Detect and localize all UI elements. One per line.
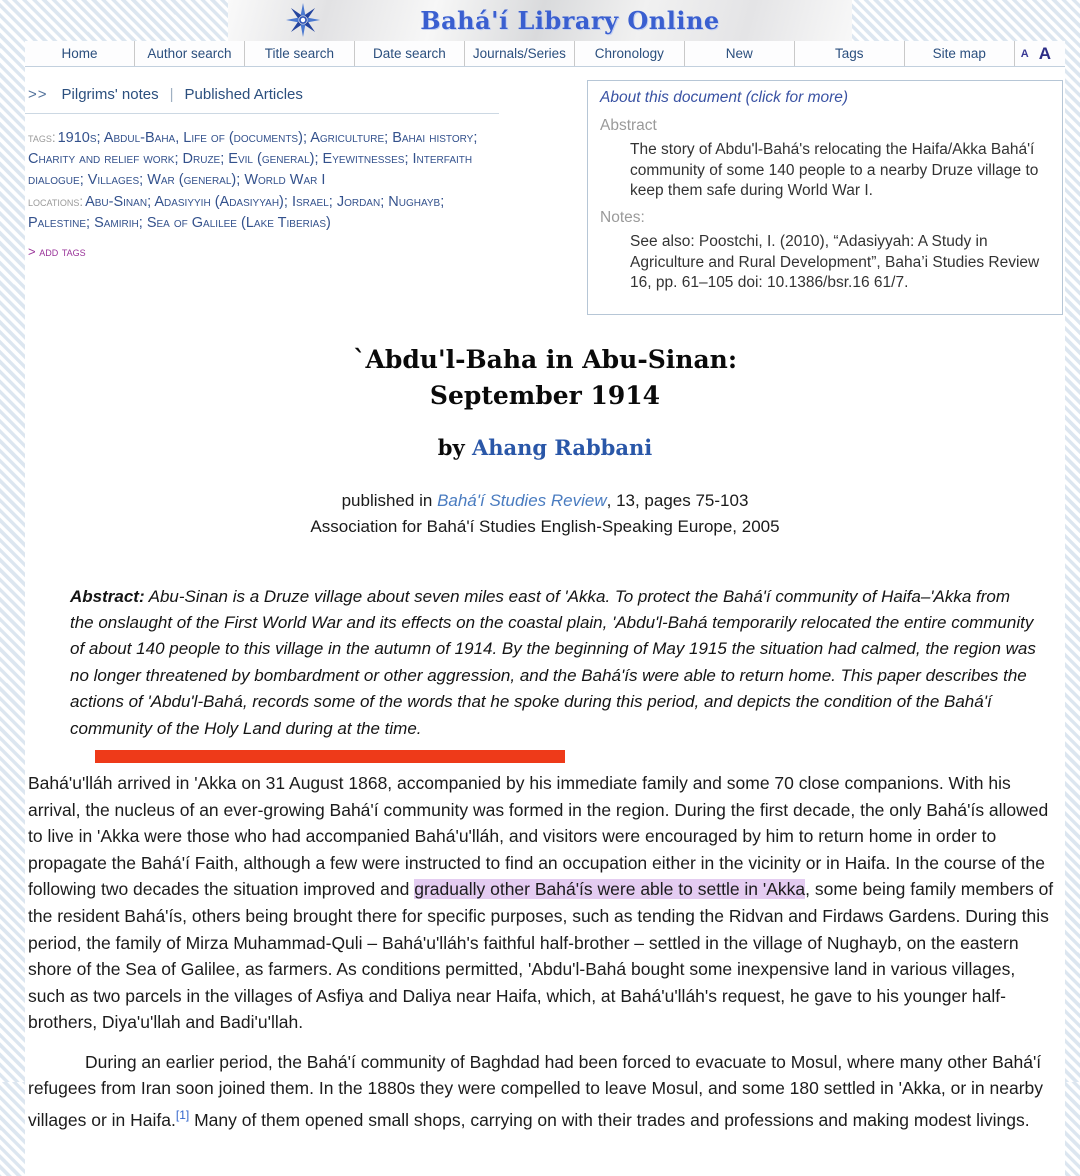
- tag-link[interactable]: Evil (general) ;: [228, 151, 322, 167]
- location-link[interactable]: Samirih ;: [94, 215, 147, 231]
- font-size-small-button[interactable]: A: [1020, 47, 1029, 60]
- location-link[interactable]: Sea of Galilee (Lake Tiberias): [146, 215, 331, 231]
- location-link[interactable]: Adasiyyih (Adasiyyah) ;: [154, 194, 292, 210]
- published-line: [25, 488, 1065, 514]
- red-highlight-bar: [95, 750, 565, 763]
- paragraph-text: Many of them opened small shops, carrying on with their trades and professions and making modest livings.: [189, 1109, 1030, 1130]
- tag-link[interactable]: Interfaith dialogue ;: [28, 151, 472, 188]
- locations-line: [28, 191, 499, 234]
- add-tags-row: [28, 241, 499, 262]
- nav-item[interactable]: Home: [61, 46, 98, 61]
- font-size-large-button[interactable]: A: [1038, 43, 1051, 63]
- tag-link[interactable]: Charity and relief work ;: [28, 151, 183, 167]
- abstract-label: Abstract: [600, 116, 657, 134]
- tag-link[interactable]: War (general) ;: [147, 172, 244, 188]
- notes-label: Notes:: [600, 208, 645, 226]
- left-column: [25, 80, 499, 262]
- location-link[interactable]: Nughayb ;: [388, 194, 444, 210]
- nav-items: [25, 41, 1014, 66]
- breadcrumb-arrows: >>: [28, 86, 48, 103]
- article-author-line: [25, 435, 1065, 460]
- publisher-line: Association for Bahá'í Studies English-Speaking Europe, 2005: [310, 516, 780, 536]
- tags-section: [25, 114, 499, 262]
- top-row: [25, 80, 1065, 315]
- nav-item[interactable]: Date search: [354, 41, 464, 66]
- tag-link[interactable]: Druze ;: [183, 151, 229, 167]
- journal-link[interactable]: Bahá'í Studies Review: [437, 490, 607, 510]
- by-label: by: [437, 434, 472, 460]
- site-title: Bahá'í Library Online: [420, 6, 720, 35]
- published-prefix: published in: [341, 490, 438, 510]
- notes-text: See also: Poostchi, I. (2010), “Adasiyyah: A Study in Agriculture and Rural Development”, Baha’i Studies Review 16, pp. 61–105 doi: 10.1386/bsr.16 61/7.: [630, 233, 1040, 291]
- site-header: [0, 0, 1080, 41]
- tag-link[interactable]: World War I: [244, 172, 326, 188]
- abstract-text: The story of Abdu'l-Bahá's relocating the Haifa/Akka Bahá'í community of some 140 people to a nearby Druze village to keep them safe during World War I.: [630, 141, 1039, 199]
- nav-item[interactable]: Tags: [794, 41, 904, 66]
- tag-link[interactable]: Bahai history ;: [392, 130, 477, 146]
- location-link[interactable]: Palestine ;: [28, 215, 94, 231]
- author-link[interactable]: Ahang Rabbani: [472, 434, 653, 460]
- locations-label: locations:: [28, 194, 84, 209]
- breadcrumb-link[interactable]: Published Articles: [184, 86, 303, 103]
- nav-item[interactable]: Author search: [134, 41, 244, 66]
- breadcrumb-link[interactable]: Pilgrims' notes |: [62, 86, 185, 103]
- nav-item[interactable]: New: [684, 41, 794, 66]
- body-paragraph-1: [28, 770, 1056, 1036]
- tags-line: [28, 127, 499, 191]
- location-link[interactable]: Abu-Sinan ;: [85, 194, 154, 210]
- navbar: [25, 41, 1065, 67]
- tag-link[interactable]: Abdul-Baha, Life of (documents) ;: [104, 130, 310, 146]
- starburst-logo-icon: [286, 3, 320, 42]
- paragraph-text: , some being family members of the resident Bahá'ís, others being brought there for specific purposes, such as tending the Ridvan and Firdaws Gardens. During this period, the family of Mirza Muhammad-Quli – Bahá'u'lláh's faithful half-brother – settled in the village of Nughayb, on the eastern shore of the Sea of Galilee, as farmers. As conditions permitted, 'Abdu'l-Bahá bought some inexpensive land in various villages, such as two parcels in the villages of Asfiya and Daliya near Haifa, which, at Bahá'u'lláh's request, he gave to his younger half-brothers, Diya'u'llah and Badi'u'llah.: [28, 879, 1054, 1033]
- article-body: [25, 763, 1065, 1134]
- text-highlight: gradually other Bahá'ís were able to settle in 'Akka: [414, 879, 806, 900]
- paragraph-text: Bahá'u'lláh arrived in 'Akka on 31 August 1868, accompanied by his immediate family and some 70 close companions. With his arrival, the nucleus of an ever-growing Bahá'í community was formed in the region. During the first decade, the only Bahá'ís allowed to live in 'Akka were those who had accompanied Bahá'u'lláh, and visitors were encouraged by him to return home in order to propagate the Bahá'í Faith, although a few were instructed to find an occupation either in the vicinity or in Haifa. In the course of the following two decades the situation improved and: [28, 772, 1049, 900]
- body-paragraph-2: [28, 1049, 1056, 1134]
- about-document-box: [587, 80, 1063, 315]
- footnote-sup: [176, 1107, 189, 1123]
- header-banner: [228, 0, 852, 41]
- font-size-controls: [1014, 41, 1065, 66]
- article-title-line1: `Abdu'l-Baha in Abu-Sinan:: [352, 344, 738, 374]
- breadcrumb: [25, 80, 499, 114]
- tag-link[interactable]: 1910s ;: [58, 130, 104, 146]
- tag-link[interactable]: Eyewitnesses ;: [323, 151, 413, 167]
- location-link[interactable]: Israel ;: [292, 194, 337, 210]
- about-document-title[interactable]: About this document (click for more): [600, 89, 849, 106]
- tag-link[interactable]: Villages ;: [88, 172, 147, 188]
- abstract-body-text: Abu-Sinan is a Druze village about seven miles east of 'Akka. To protect the Bahá'í community of Haifa–'Akka from the onslaught of the First World War and its effects on the coastal plain, 'Abdu'l-Bahá temporarily relocated the entire community of about 140 people to this village in the autumn of 1914. By the beginning of May 1915 the situation had calmed, the region was no longer threatened by bombardment or other aggression, and the Bahá'ís were able to return home. This paper describes the actions of 'Abdu'l-Bahá, records some of the words that he spoke during this period, and depicts the condition of the Bahá'í community of the Holy Land during at the time.: [70, 586, 1036, 738]
- abstract-heading: Abstract:: [70, 586, 145, 606]
- nav-item[interactable]: Chronology: [574, 41, 684, 66]
- tags-label: tags:: [28, 130, 56, 145]
- nav-item[interactable]: Title search: [244, 41, 354, 66]
- article-title: [25, 342, 1065, 414]
- article-title-line2: September 1914: [429, 380, 661, 410]
- article-abstract: [70, 584, 1037, 742]
- add-tags-link[interactable]: > add tags: [28, 244, 86, 259]
- tag-link[interactable]: Agriculture ;: [310, 130, 392, 146]
- published-suffix: , 13, pages 75-103: [606, 490, 749, 510]
- nav-item[interactable]: Journals/Series: [464, 41, 574, 66]
- nav-item[interactable]: Site map: [904, 41, 1014, 66]
- footnote-link[interactable]: [1]: [175, 1108, 190, 1123]
- paragraph-text: During an earlier period, the Bahá'í community of Baghdad had been forced to evacuate to Mosul, where many other Bahá'í refugees from Iran soon joined them. In the 1880s they were compelled to leave Mosul, and some 180 settled in 'Akka, or in nearby villages or in Haifa.: [28, 1051, 1044, 1130]
- page-content: [25, 67, 1065, 1176]
- location-link[interactable]: Jordan ;: [337, 194, 388, 210]
